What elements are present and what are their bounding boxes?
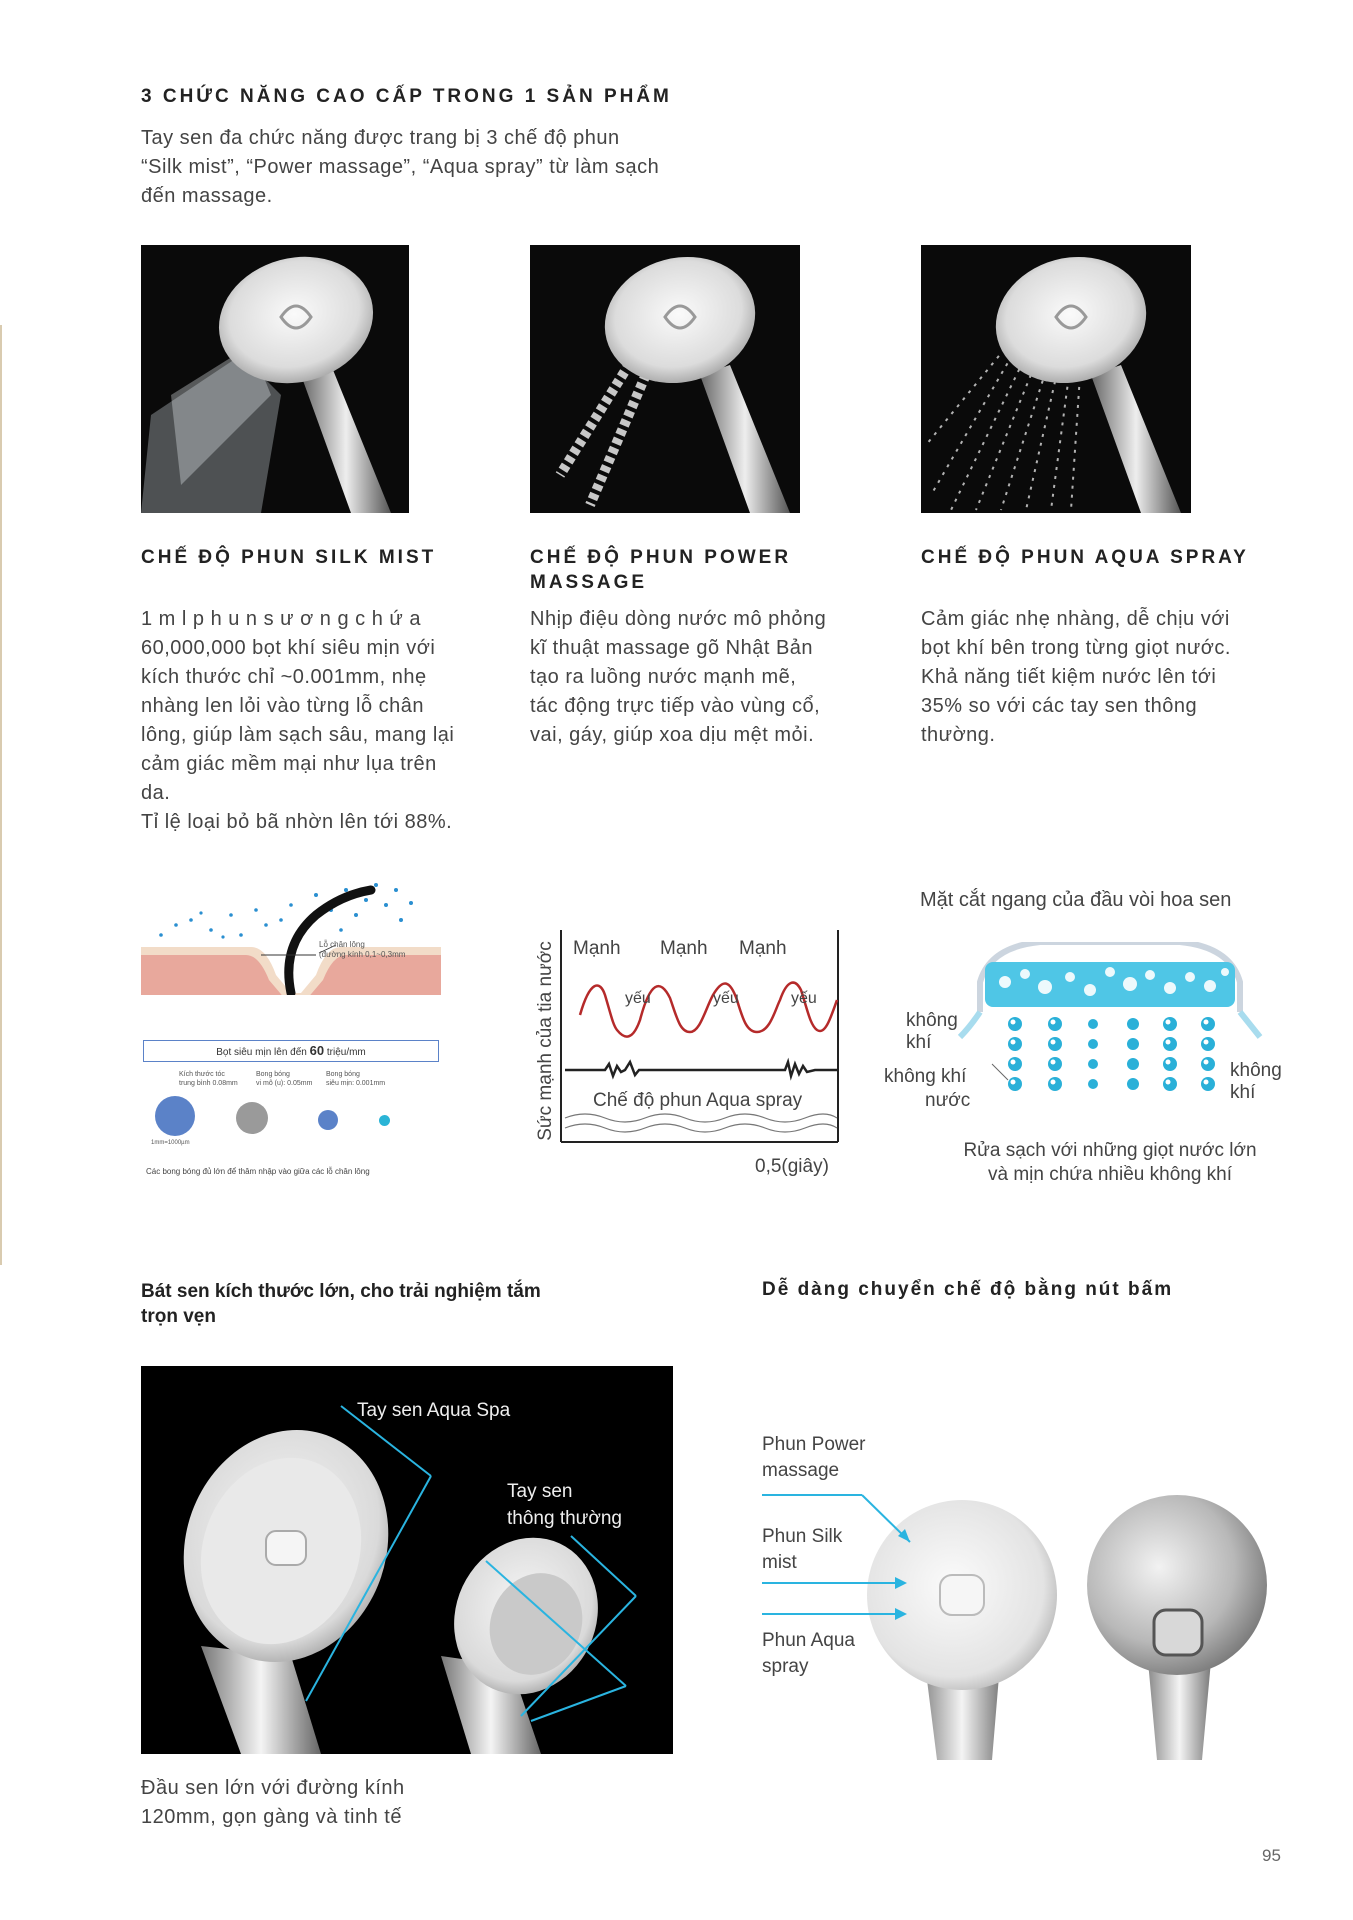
chart-ylabel: Sức mạnh của tia nước (535, 941, 556, 1141)
big-head-caption: Đầu sen lớn với đường kính 120mm, gọn gàng và tinh tế (141, 1777, 405, 1828)
banner-number: 60 (309, 1043, 325, 1058)
mode-text-silk: 1 m l p h u n s ư ơ n g c h ứ a 60,000,000 bọt khí siêu mịn với kích thước chỉ ~0.001mm, nhẹ nhàng len lỏi vào từng lỗ chân lông, giúp làm sạch sâu, mang lại cảm giác mềm mại như lụa trên da. Tỉ lệ loại bỏ bã nhờn lên tới 88%. (141, 608, 455, 833)
banner-text: Bọt siêu mịn lên đến (216, 1047, 310, 1058)
pore-sub: (đường kính 0,1~0,3mm (319, 950, 406, 959)
aqua-spray-label: Phun Aqua spray (762, 1630, 855, 1677)
bubble-legend (141, 1070, 441, 1160)
strong-label-2: Mạnh (660, 938, 708, 959)
legend-label-1: Kích thước tóc trung bình 0.08mm (179, 1071, 238, 1087)
skin-caption: Các bong bóng đủ lớn để thâm nhập vào giữa các lỗ chân lông (146, 1167, 370, 1176)
chart-mode-label: Chế độ phun Aqua spray (593, 1090, 803, 1111)
air-label-right: không khí (1230, 1060, 1282, 1103)
water-strength-chart (525, 920, 845, 1190)
skin-illustration (141, 875, 441, 995)
hair-size-circle (155, 1096, 195, 1136)
normal-head-label: Tay sen thông thường (507, 1481, 622, 1529)
shower-cross-section (880, 882, 1340, 1197)
cross-section-caption-2: và mịn chứa nhiều không khí (987, 1164, 1233, 1185)
silk-mist-label: Phun Silk mist (762, 1526, 843, 1573)
silk-mist-photo (141, 245, 409, 513)
banner-unit: triệu/mm (324, 1047, 366, 1058)
ultra-fine-bubble-circle (318, 1110, 338, 1130)
mode-title-aqua: CHẾ ĐỘ PHUN AQUA SPRAY (921, 547, 1249, 568)
legend-label-2: Bong bóng vi mô (u): 0.05mm (256, 1071, 313, 1087)
power-massage-photo (530, 245, 800, 513)
mode-text-aqua: Cảm giác nhẹ nhàng, dễ chịu với bọt khí bên trong từng giọt nước. Khả năng tiết kiệm nước lên tới 35% so với các tay sen thông thường. (921, 608, 1231, 746)
mode-text-power: Nhịp điệu dòng nước mô phỏng kĩ thuật massage gõ Nhật Bản tạo ra luồng nước mạnh mẽ, tác động trực tiếp vào vùng cổ, vai, gáy, giúp xoa dịu mệt mỏi. (530, 608, 827, 746)
tiny-bubble-circle (379, 1115, 390, 1126)
mode-title-power: CHẾ ĐỘ PHUN POWER MASSAGE (530, 547, 792, 593)
skin-diagram (141, 875, 441, 1180)
page-number: 95 (1262, 1846, 1281, 1865)
cross-section-title: Mặt cắt ngang của đầu vòi hoa sen (920, 889, 1232, 911)
intro-title: 3 CHỨC NĂNG CAO CẤP TRONG 1 SẢN PHẨM (141, 86, 672, 107)
pore-label: Lỗ chân lông (319, 940, 365, 949)
micro-bubble-circle (236, 1102, 268, 1134)
switch-illustration (762, 1420, 1282, 1780)
power-massage-label: Phun Power massage (762, 1434, 866, 1481)
weak-label-1: yếu (625, 990, 651, 1007)
intro-text: Tay sen đa chức năng được trang bị 3 chế độ phun “Silk mist”, “Power massage”, “Aqua spray” từ làm sạch đến massage. (141, 127, 660, 207)
aqua-spa-label: Tay sen Aqua Spa (357, 1400, 511, 1421)
legend-label-3: Bong bóng siêu mịn: 0.001mm (326, 1071, 386, 1087)
big-head-photo (141, 1366, 673, 1754)
weak-label-2: yếu (713, 990, 739, 1007)
scale-label: 1mm=1000µm (151, 1140, 190, 1146)
edge-marker (0, 325, 2, 1265)
weak-label-3: yếu (791, 990, 817, 1007)
switch-title: Dễ dàng chuyển chế độ bằng nút bấm (762, 1279, 1174, 1300)
strong-label-1: Mạnh (573, 938, 621, 959)
air-label-mid: không khí (884, 1066, 967, 1087)
big-head-title: Bát sen kích thước lớn, cho trải nghiệm tắm trọn vẹn (141, 1281, 541, 1327)
strong-label-3: Mạnh (739, 938, 787, 959)
cross-section-caption-1: Rửa sạch với những giọt nước lớn (963, 1140, 1257, 1161)
chart-xlabel: 0,5(giây) (755, 1156, 829, 1177)
air-label-left: không khí (906, 1010, 958, 1053)
bubble-banner (143, 1040, 439, 1062)
water-label: nước (925, 1090, 971, 1111)
mode-title-silk: CHẾ ĐỘ PHUN SILK MIST (141, 547, 437, 568)
aqua-spray-photo (921, 245, 1191, 513)
